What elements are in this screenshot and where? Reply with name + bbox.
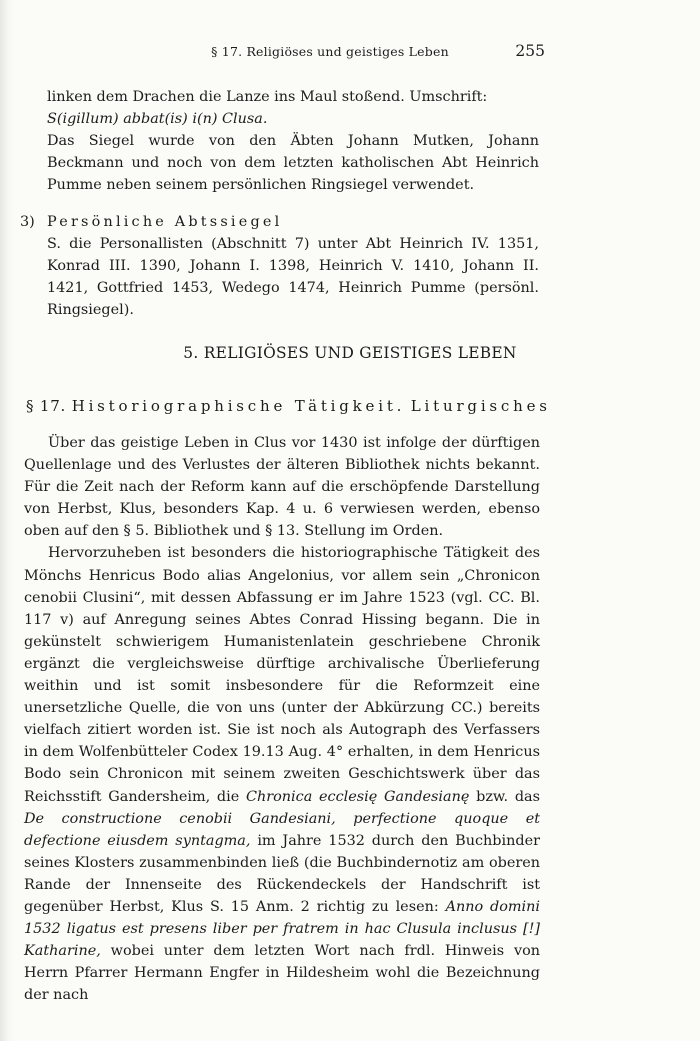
main-text bbox=[24, 432, 540, 1006]
section-heading bbox=[26, 397, 551, 415]
list-item-personal-seals bbox=[47, 211, 539, 321]
seal-usage-paragraph: Das Siegel wurde von den Äbten Johann Mutken, Johann Beckmann und noch von dem letzten katholischen Abt Heinrich Pumme neben seinem persönlichen Ringsiegel verwendet. bbox=[47, 133, 539, 193]
page-number: 255 bbox=[515, 42, 545, 60]
chapter-heading: 5. RELIGIÖSES UND GEISTIGES LEBEN bbox=[183, 344, 517, 362]
section-title-rest: Liturgisches bbox=[410, 397, 551, 415]
list-number: 3) bbox=[20, 214, 35, 230]
title-chronica: Chronica ecclesię Gandesianę bbox=[245, 788, 470, 805]
para2-text-d: wobei unter dem letzten Wort nach frdl. Hinweis von Herrn Pfarrer Hermann Engfer in Hildesheim wohl die Bezeichnung der nach bbox=[24, 943, 541, 1004]
paragraph-intro: Über das geistige Leben in Clus vor 1430 ist infolge der dürftigen Quellenlage und des Verlustes der älteren Bibliothek nichts bekannt. Für die Zeit nach der Reform kann auf die erschöpfende Darstellung von Herbst, Klus, besonders Kap. 4 u. 6 verwiesen werden, ebenso oben auf den § 5. Bibliothek und § 13. Stellung im Orden. bbox=[24, 435, 540, 540]
seal-text-a: linken dem Drachen die Lanze ins Maul stoßend. Umschrift: bbox=[47, 89, 488, 105]
section-title: Historiographische Tätigkeit. bbox=[71, 397, 406, 415]
binder-note-quote: Anno domini 1532 ligatus est presens liber per fratrem in hac Clusula inclusus [!] Katharine, bbox=[24, 898, 540, 960]
list-item-text: S. die Personallisten (Abschnitt 7) unter Abt Heinrich IV. 1351, Konrad III. 1390, Johann I. 1398, Heinrich V. 1410, Johann II. 1421, Gottfried 1453, Wedego 1474, Heinrich Pumme (persönl. Ringsiegel). bbox=[47, 236, 539, 318]
seal-inscription: S(igillum) abbat(is) i(n) Clusa. bbox=[47, 111, 268, 127]
page-gutter-shadow bbox=[0, 0, 14, 1041]
paragraph-chronicle bbox=[24, 542, 540, 1006]
title-syntagma: De constructione cenobii Gandesiani, perfectione quoque et defectione eiusdem syntagma, bbox=[24, 810, 540, 849]
para2-text-c: im Jahre 1532 durch den Buchbinder seines Klosters zusammenbinden ließ (die Buchbindernotiz am oberen Rande der Innenseite des Rückendeckels der Handschrift ist gegenüber Herbst, Klus S. 15 Anm. 2 richtig zu lesen: bbox=[24, 832, 540, 915]
seal-description-line bbox=[47, 86, 539, 130]
list-item-heading: Persönliche Abtssiegel bbox=[47, 214, 283, 230]
section-number: § 17. bbox=[26, 397, 67, 415]
running-header: § 17. Religiöses und geistiges Leben bbox=[211, 44, 449, 59]
para2-text-a: Hervorzuheben ist besonders die historiographische Tätigkeit des Mönchs Henricus Bodo alias Angelonius, vor allem sein „Chronicon cenobii Clusini“, mit dessen Abfassung er im Jahre 1523 (vgl. CC. Bl. 117 v) auf Anregung seines Abtes Conrad Hissing begann. Die in gekünstelt schwierigem Humanistenlatein geschriebene Chronik ergänzt die vergleichsweise dürftige archivalische Überlieferung weithin und ist somit insbesondere für die Reformzeit eine unersetzliche Quelle, die von uns (unter der Abkürzung CC.) bereits vielfach zitiert worden ist. Sie ist noch als Autograph des Verfassers in dem Wolfenbütteler Codex 19.13 Aug. 4° erhalten, in dem Henricus Bodo sein Chronicon mit seinem zweiten Geschichtswerk über das Reichsstift Gandersheim, die bbox=[24, 545, 540, 805]
seal-description bbox=[47, 86, 539, 196]
para2-text-b: bzw. das bbox=[476, 788, 540, 805]
